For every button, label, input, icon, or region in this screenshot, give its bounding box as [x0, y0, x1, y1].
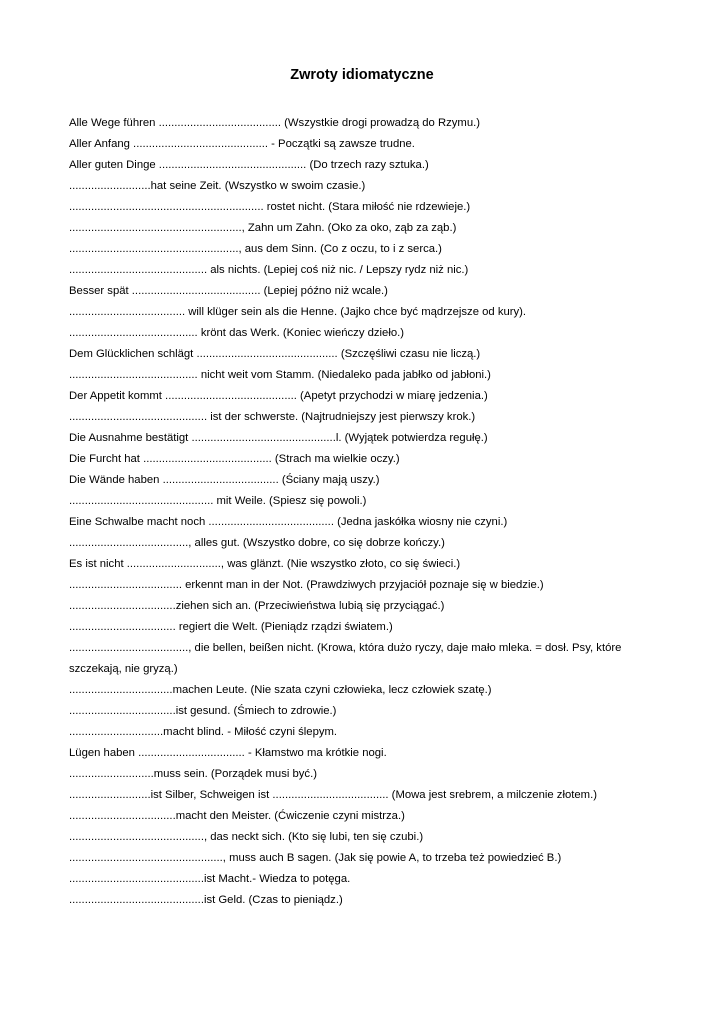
idiom-line: ..........................hat seine Zeit. (Wszystko w swoim czasie.)	[69, 180, 366, 192]
idiom-line: .................................... erkennt man in der Not. (Prawdziwych przyjaciół poznaje się w biedzie.)	[69, 579, 544, 591]
idiom-line: .............................................................. rostet nicht. (Stara miłość nie rdzewieje.)	[69, 201, 471, 213]
idiom-line: ...........................................ist Macht.- Wiedza to potęga.	[69, 873, 351, 885]
idiom-line: ..................................ist gesund. (Śmiech to zdrowie.)	[69, 705, 337, 717]
idiom-line: Besser spät ......................................... (Lepiej późno niż wcale.)	[69, 285, 388, 297]
idiom-line: Die Furcht hat ......................................... (Strach ma wielkie oczy.)	[69, 453, 400, 465]
idiom-line: Lügen haben .................................. - Kłamstwo ma krótkie nogi.	[69, 747, 387, 759]
idiom-line: ..................................ziehen sich an. (Przeciwieństwa lubią się przyciągać.)	[69, 600, 445, 612]
idiom-line: .................................. regiert die Welt. (Pieniądz rządzi światem.)	[69, 621, 393, 633]
idiom-line: ..........................ist Silber, Schweigen ist ..................................... (Mowa jest srebrem, a milczenie złotem.)	[69, 789, 597, 801]
idiom-line: ..............................macht blind. - Miłość czyni ślepym.	[69, 726, 338, 738]
idiom-line: Dem Glücklichen schlägt ............................................. (Szczęśliwi czasu nie liczą.)	[69, 348, 481, 360]
idiom-line: ..................................... will klüger sein als die Henne. (Jajko chce być mądrzejsze od kury).	[69, 306, 527, 318]
idiom-line: ..........................................., das neckt sich. (Kto się lubi, ten się czubi.)	[69, 831, 424, 843]
idiom-line: Aller Anfang ........................................... - Początki są zawsze trudne.	[69, 138, 415, 150]
idiom-line: ...........................muss sein. (Porządek musi być.)	[69, 768, 317, 780]
idiom-line: ......................................... nicht weit vom Stamm. (Niedaleko pada jabłko od jabłoni.)	[69, 369, 491, 381]
idiom-line: ................................................., muss auch B sagen. (Jak się powie A, to trzeba też powiedzieć B.)	[69, 852, 562, 864]
idiom-line: ...........................................ist Geld. (Czas to pieniądz.)	[69, 894, 343, 906]
idiom-line: Die Wände haben ..................................... (Ściany mają uszy.)	[69, 474, 380, 486]
idiom-line: ......................................, alles gut. (Wszystko dobre, co się dobrze kończy.)	[69, 537, 445, 549]
idiom-line: Es ist nicht .............................., was glänzt. (Nie wszystko złoto, co się świeci.)	[69, 558, 461, 570]
idiom-line: Aller guten Dinge ............................................... (Do trzech razy sztuka.)	[69, 159, 429, 171]
idiom-line: Alle Wege führen ....................................... (Wszystkie drogi prowadzą do Rzymu.)	[69, 117, 481, 129]
idiom-line: ............................................ ist der schwerste. (Najtrudniejszy jest pierwszy krok.)	[69, 411, 476, 423]
idiom-line: ............................................ als nichts. (Lepiej coś niż nic. / Lepszy rydz niż nic.)	[69, 264, 469, 276]
idiom-line: Eine Schwalbe macht noch ........................................ (Jedna jaskółka wiosny nie czyni.)	[69, 516, 508, 528]
idiom-line: Die Ausnahme bestätigt ..............................................l. (Wyjątek potwierdza regułę.)	[69, 432, 488, 444]
idiom-line: ......................................, die bellen, beißen nicht. (Krowa, która dużo ryczy, daje mało mleka. = dosł. Psy, które szczekają, nie gryzą.)	[69, 642, 622, 675]
idiom-line: .................................machen Leute. (Nie szata czyni człowieka, lecz człowiek szatę.)	[69, 684, 492, 696]
idiom-list	[69, 113, 659, 911]
idiom-line: ......................................................, aus dem Sinn. (Co z oczu, to i z serca.)	[69, 243, 442, 255]
page-title: Zwroty idiomatyczne	[290, 67, 434, 83]
idiom-line: ......................................................., Zahn um Zahn. (Oko za oko, ząb za ząb.)	[69, 222, 457, 234]
idiom-line: Der Appetit kommt .......................................... (Apetyt przychodzi w miarę jedzenia.)	[69, 390, 488, 402]
idiom-line: ......................................... krönt das Werk. (Koniec wieńczy dzieło.)	[69, 327, 405, 339]
idiom-line: .............................................. mit Weile. (Spiesz się powoli.)	[69, 495, 367, 507]
idiom-line: ..................................macht den Meister. (Ćwiczenie czyni mistrza.)	[69, 810, 405, 822]
